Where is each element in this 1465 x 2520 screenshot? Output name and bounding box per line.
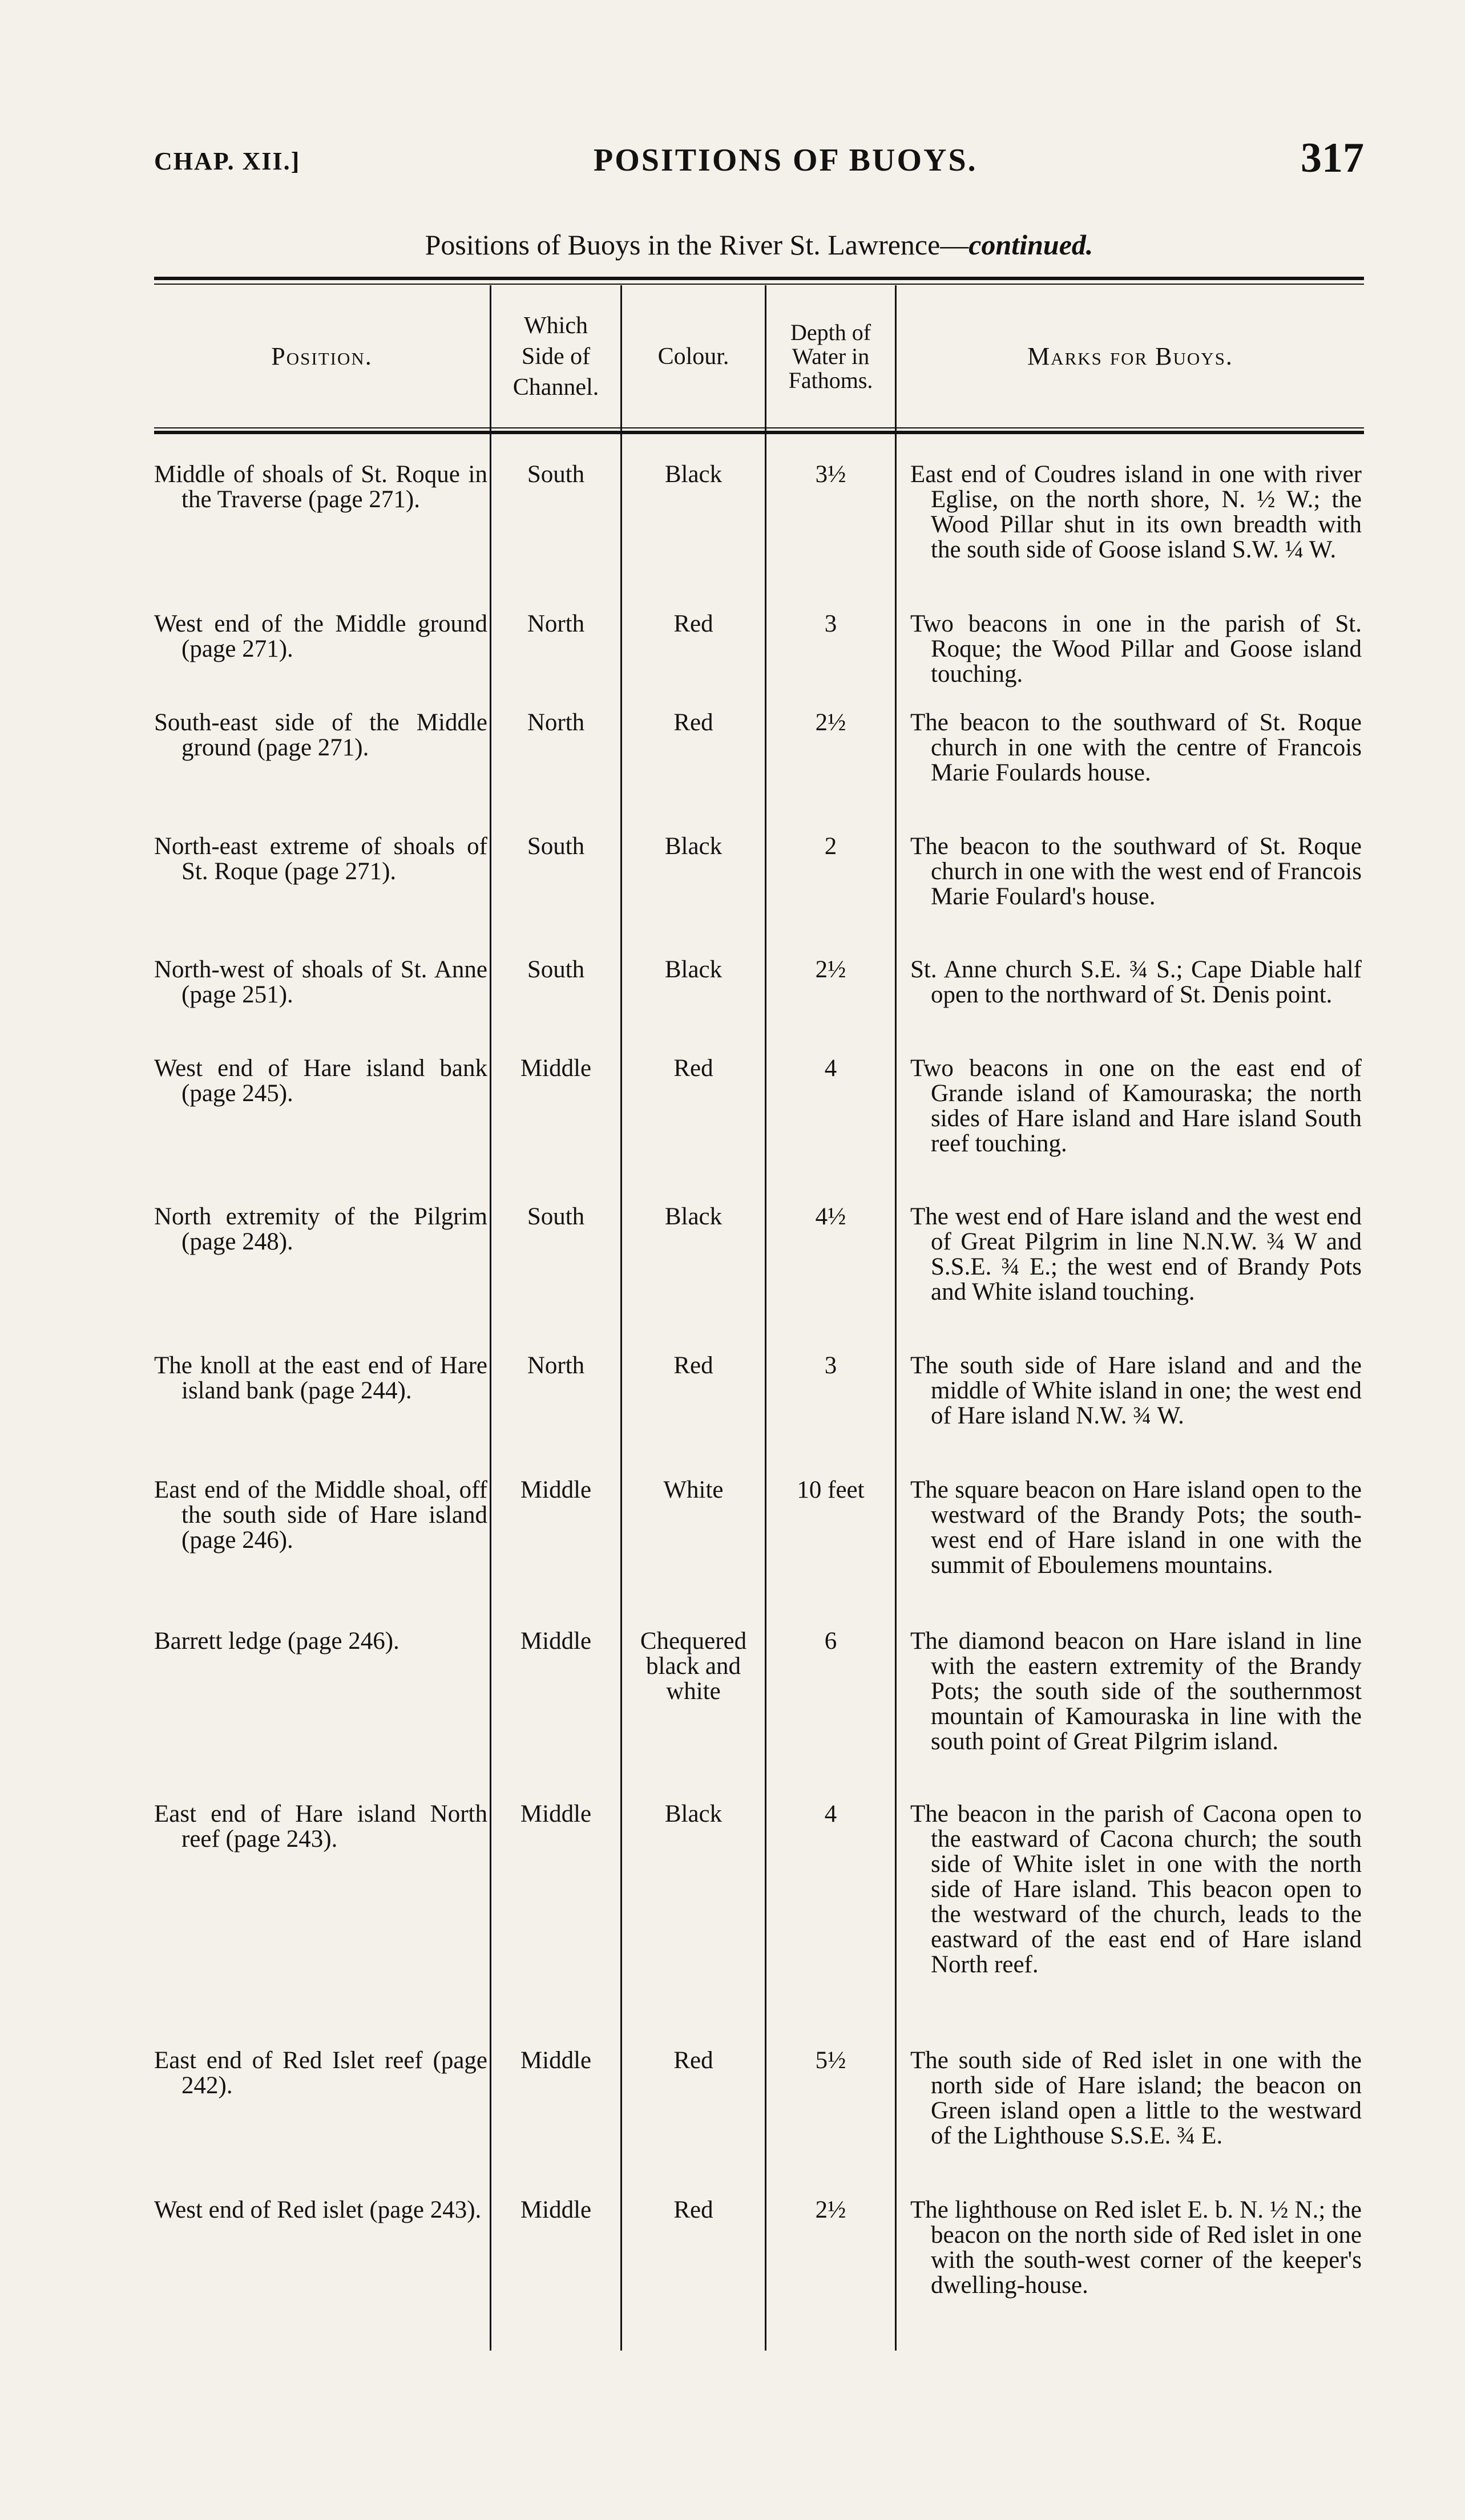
cell-marks: East end of Coudres island in one with river Eglise, on the north shore, N. ½ W.; the Wood Pillar shut in its own breadth with the south side of Goose island S.W. ¼ W. [910, 461, 1362, 563]
cell-marks: St. Anne church S.E. ¾ S.; Cape Diable half open to the northward of St. Denis point. [910, 956, 1362, 1008]
cell-colour: Red [673, 709, 713, 736]
cell-depth: 2 [824, 833, 837, 860]
cell-side: North [527, 1352, 585, 1379]
cell-marks: The lighthouse on Red islet E. b. N. ½ N.; the beacon on the north side of Red islet in one with the south-west corner of the keeper's dwelling-house. [910, 2197, 1362, 2299]
column-divider [620, 285, 622, 2351]
cell-position: North extremity of the Pilgrim (page 248). [154, 1203, 487, 1255]
cell-side: South [527, 461, 585, 488]
cell-depth: 3 [824, 1352, 837, 1379]
header-rule-thin [154, 427, 1364, 428]
cell-depth: 3 [824, 610, 837, 637]
cell-depth: 10 feet [797, 1477, 865, 1503]
cell-marks: The west end of Hare island and the west end of Great Pilgrim in line N.N.W. ¾ W and S.S.E. ¾ E.; the west end of Brandy Pots and White island touching. [910, 1203, 1362, 1305]
cell-position: Barrett ledge (page 246). [154, 1628, 399, 1655]
cell-depth: 3½ [815, 461, 846, 488]
cell-colour: Black [664, 1801, 723, 1827]
cell-side: Middle [520, 2047, 592, 2074]
cell-marks: Two beacons in one in the parish of St. Roque; the Wood Pillar and Goose island touching. [910, 610, 1362, 687]
cell-depth: 4 [824, 1055, 837, 1082]
cell-colour: Black [664, 833, 723, 860]
cell-side: Middle [520, 1801, 592, 1827]
cell-position: West end of the Middle ground (page 271). [154, 610, 487, 662]
table-title-continued: continued. [968, 229, 1093, 261]
cell-position: North-west of shoals of St. Anne (page 251). [154, 956, 487, 1008]
cell-marks: The beacon to the southward of St. Roque church in one with the centre of Francois Marie Foulards house. [910, 709, 1362, 786]
cell-colour: Red [673, 2197, 713, 2223]
cell-colour: Red [673, 1055, 713, 1082]
cell-marks: The diamond beacon on Hare island in line with the eastern extremity of the Brandy Pots; the south side of the southernmost mountain of Kamouraska in line with the south point of Great Pilgrim island. [910, 1628, 1362, 1755]
header-marks: Marks for Buoys. [1027, 342, 1233, 370]
cell-side: South [527, 833, 585, 860]
cell-position: South-east side of the Middle ground (page 271). [154, 709, 487, 761]
cell-position: North-east extreme of shoals of St. Roque (page 271). [154, 833, 487, 885]
cell-marks: The beacon in the parish of Cacona open to the eastward of Cacona church; the south side of White islet in one with the north side of Hare island. This beacon open to the westward of the church, leads to the eastward of the east end of Hare island North reef. [910, 1801, 1362, 1978]
cell-position: The knoll at the east end of Hare island bank (page 244). [154, 1352, 487, 1404]
chapter-label: CHAP. XII.] [154, 147, 301, 175]
cell-colour: Black [664, 461, 723, 488]
table-title [154, 228, 1364, 261]
cell-colour: Black [664, 1203, 723, 1230]
cell-depth: 4 [824, 1801, 837, 1827]
cell-colour: Red [673, 610, 713, 637]
cell-marks: The south side of Hare island and and the middle of White island in one; the west end of Hare island N.W. ¾ W. [910, 1352, 1362, 1429]
cell-side: South [527, 956, 585, 983]
header-depth: Depth of Water in Fathoms. [788, 319, 873, 393]
cell-side: South [527, 1203, 585, 1230]
cell-depth: 2½ [815, 709, 846, 736]
cell-colour: Chequered black and white [640, 1628, 747, 1705]
cell-position: West end of Red islet (page 243). [154, 2197, 482, 2223]
header-rule [154, 431, 1364, 434]
cell-position: East end of Hare island North reef (page 243). [154, 1801, 487, 1852]
column-divider [490, 285, 491, 2351]
cell-side: Middle [520, 1628, 592, 1655]
cell-depth: 5½ [815, 2047, 846, 2074]
cell-position: Middle of shoals of St. Roque in the Traverse (page 271). [154, 461, 487, 513]
cell-depth: 4½ [815, 1203, 846, 1230]
cell-side: North [527, 709, 585, 736]
cell-side: Middle [520, 2197, 592, 2223]
cell-position: East end of the Middle shoal, off the south side of Hare island (page 246). [154, 1477, 487, 1554]
cell-depth: 2½ [815, 2197, 846, 2223]
cell-position: East end of Red Islet reef (page 242). [154, 2047, 487, 2099]
top-rule [154, 277, 1364, 280]
column-divider [895, 285, 897, 2351]
cell-side: Middle [520, 1477, 592, 1503]
cell-colour: White [663, 1477, 724, 1503]
header-side: Which Side of Channel. [512, 312, 599, 401]
cell-colour: Red [673, 1352, 713, 1379]
cell-colour: Red [673, 2047, 713, 2074]
cell-marks: The beacon to the southward of St. Roque church in one with the west end of Francois Marie Foulard's house. [910, 833, 1362, 910]
running-title: POSITIONS OF BUOYS. [594, 143, 978, 178]
cell-marks: The square beacon on Hare island open to the westward of the Brandy Pots; the south-west end of Hare island in one with the summit of Eboulemens mountains. [910, 1477, 1362, 1579]
table-title-main: Positions of Buoys in the River St. Lawrence— [425, 229, 969, 261]
cell-depth: 2½ [815, 956, 846, 983]
header-position: Position. [271, 342, 373, 370]
page-number: 317 [1301, 135, 1364, 181]
header-colour: Colour. [657, 343, 729, 370]
cell-position: West end of Hare island bank (page 245). [154, 1055, 487, 1107]
top-rule-thin [154, 284, 1364, 285]
cell-marks: Two beacons in one on the east end of Grande island of Kamouraska; the north sides of Hare island and Hare island South reef touching. [910, 1055, 1362, 1157]
cell-depth: 6 [824, 1628, 837, 1655]
column-divider [765, 285, 766, 2351]
cell-marks: The south side of Red islet in one with the north side of Hare island; the beacon on Green island open a little to the westward of the Lighthouse S.S.E. ¾ E. [910, 2047, 1362, 2149]
cell-colour: Black [664, 956, 723, 983]
running-head [154, 134, 1364, 185]
cell-side: Middle [520, 1055, 592, 1082]
cell-side: North [527, 610, 585, 637]
